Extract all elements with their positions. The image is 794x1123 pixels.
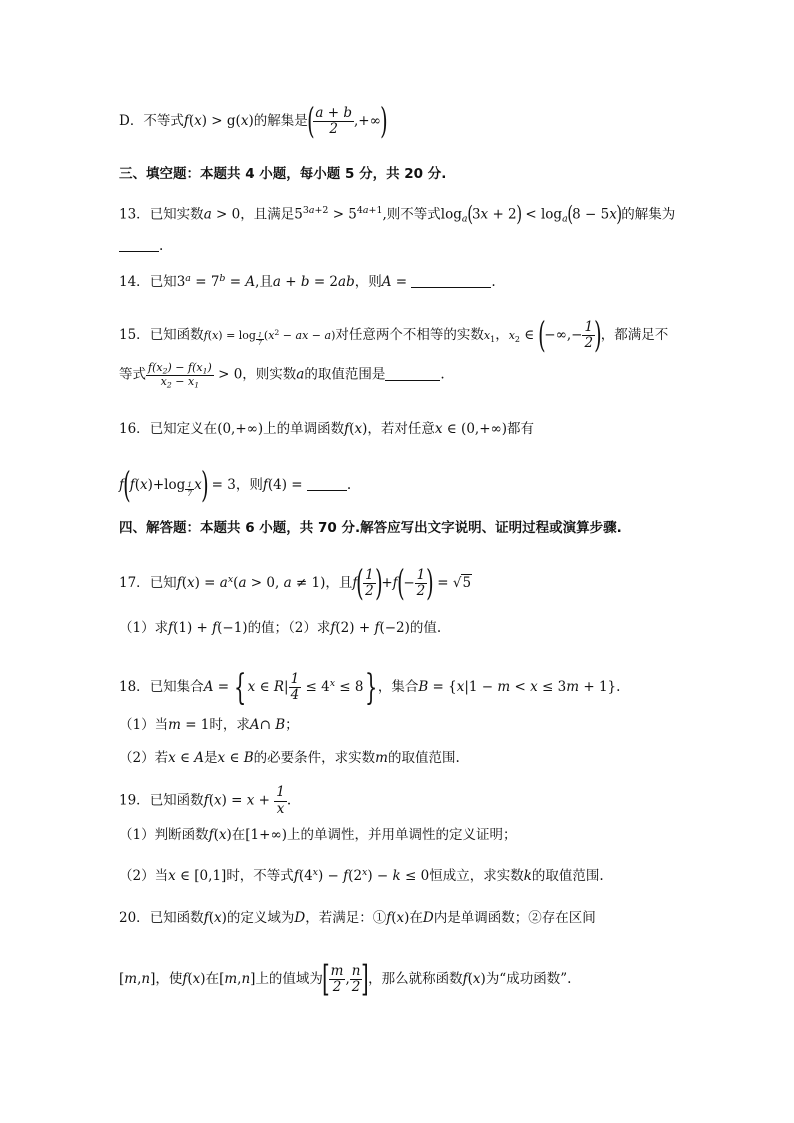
text-segment: . [616, 679, 621, 696]
question-13: 13．已知实数a > 0，且满足$5^{3a+2} > 5^{4a+1}$,则不等式$\log_a(3x + 2) < \log_a(8 - 5x)$的解集为 [119, 202, 676, 227]
text-segment: 2 [313, 121, 354, 138]
section-4-heading: 四、解答题：本题共 6 小题，共 70 分.解答应写出文字说明、证明过程或演算步骤. [119, 520, 622, 536]
question-17-parts: （1）求f(1) + f(−1)的值；（2）求f(2) + f(−2)的值. [119, 620, 442, 636]
text-segment: 18． [119, 679, 150, 696]
text-segment: ，若满足：① [305, 910, 387, 926]
option-d: D．不等式f(x) > g(x)的解集是( $\frac{a + b}{2}$ ,+∞) [119, 101, 388, 142]
text-segment: 已知函数 [149, 792, 204, 809]
text-segment: 20． [119, 910, 150, 926]
text-segment: a + b [315, 104, 352, 121]
text-segment: 的取值范围. [387, 750, 460, 766]
text-segment: ,则不等式 [382, 206, 441, 223]
text-segment: 已知定义在 [149, 421, 218, 437]
text-segment: 且 [259, 274, 273, 290]
text-segment: 上的单调函数 [263, 421, 345, 437]
text-segment: 内是单调函数；②存在区间 [433, 910, 596, 926]
question-19-part2: （2）当x ∈ [0,1]时，不等式$f(4^x) - f(2^x) - k \le 0$恒成立，求实数k的取值范围. [119, 866, 604, 884]
text-segment: 在 [205, 971, 220, 988]
text-segment: 在 [231, 827, 246, 843]
question-19: 19．已知函数f(x) = x + $\frac{1}{x}$ . [119, 784, 292, 817]
text-segment: 等式 [119, 366, 146, 383]
text-segment: ,+∞ [354, 113, 381, 130]
answer-blank[interactable] [385, 380, 440, 381]
text-segment: （2）求 [288, 620, 331, 636]
question-16-cont: f(f(x)+log $_{\frac{1}{7}}$ x) = 3，则f(4) = . [119, 465, 352, 506]
text-segment: 的取值范围是 [304, 366, 386, 383]
text-segment: 的取值范围. [531, 868, 604, 884]
text-segment: 14． [119, 274, 150, 290]
text-segment: ，那么就称函数 [368, 971, 463, 988]
question-18: 18．已知集合A = {x ∈ R| $\frac{1}{4}$ ≤ $4^x \le 8$}，集合B = {x|1 − m < x ≤ 3m + 1}. [119, 667, 621, 708]
text-segment: 都有 [507, 421, 535, 437]
text-segment: 已知函数 [149, 327, 204, 344]
text-segment: 恒成立，求实数 [429, 868, 524, 884]
text-segment: 已知实数 [149, 206, 204, 223]
section-3-heading: 三、填空题：本题共 4 小题，每小题 5 分，共 20 分. [119, 166, 447, 182]
text-segment: 17． [119, 575, 150, 592]
text-segment: 的值. [409, 620, 442, 636]
text-segment: 已知集合 [149, 679, 204, 696]
text-segment: . [346, 477, 352, 494]
text-segment: ； [285, 717, 299, 733]
question-18-part1: （1）当m = 1时，求A∩ B； [119, 717, 299, 733]
text-segment: 16． [119, 421, 150, 437]
text-segment: ，则 [354, 274, 382, 290]
text-segment: （2）若 [119, 750, 169, 766]
text-segment: 是 [204, 750, 218, 766]
text-segment: （1）当 [119, 717, 169, 733]
text-segment: 为“成功函数”. [485, 971, 572, 988]
text-segment: ， [495, 327, 509, 344]
text-segment: （2）当 [119, 868, 169, 884]
question-15-cont: 等式 $\frac{f(x_2) - f(x_1)}{x_2 - x_1}$ > 0，则实数a的取值范围是 . [119, 361, 445, 390]
text-segment: . [491, 274, 496, 290]
question-18-part2: （2）若x ∈ A是x ∈ B的必要条件，求实数m的取值范围. [119, 750, 460, 766]
text-segment: 的解集是 [253, 113, 308, 130]
question-17: 17．已知$f(x) = a^x(a > 0$, a ≠ 1)，且f( $\frac{1}{2}$ )+f(− $\frac{1}{2}$ ) = √5 [119, 563, 472, 604]
answer-blank[interactable] [307, 490, 347, 491]
text-segment: 的必要条件，求实数 [253, 750, 376, 766]
answer-blank[interactable] [411, 287, 491, 288]
text-segment: . [440, 366, 445, 383]
text-segment: ，集合 [377, 679, 419, 696]
question-20-cont: [m,n]，使f(x)在[m,n]上的值域为[ $\frac{m}{2}$ , $\frac{n}{2}$ ]，那么就称函数f(x)为“成功函数”. [119, 959, 572, 1000]
text-segment: . [286, 792, 292, 809]
text-segment: ，则实数 [242, 366, 297, 383]
text-segment: 在 [409, 910, 423, 926]
text-segment: ，且 [325, 575, 353, 592]
text-segment: ，则 [235, 477, 263, 494]
question-19-part1: （1）判断函数f(x)在[1+∞)上的单调性，并用单调性的定义证明； [119, 827, 517, 843]
text-segment: 已知函数 [149, 910, 204, 926]
question-14: 14．已知$3^a = 7^b = A$,且a + b = 2ab，则A = . [119, 272, 496, 290]
option-d-label: D．不等式 [119, 113, 184, 130]
text-segment: 上的值域为 [255, 971, 323, 988]
text-segment: 已知 [149, 575, 177, 592]
text-segment: . [159, 238, 164, 254]
answer-blank[interactable] [119, 251, 159, 252]
text-segment: ，若对任意 [367, 421, 435, 437]
text-segment: ，使 [155, 971, 183, 988]
text-segment: 上的单调性，并用单调性的定义证明； [286, 827, 517, 843]
text-segment: 13． [119, 206, 150, 223]
text-segment: 对任意两个不相等的实数 [335, 327, 484, 344]
text-segment: ，都满足不 [600, 327, 669, 344]
question-20: 20．已知函数f(x)的定义域为D，若满足：①f(x)在D内是单调函数；②存在区间 [119, 910, 596, 926]
text-segment: （1）判断函数 [119, 827, 209, 843]
question-13-answer-blank [119, 240, 163, 254]
text-segment: 时，求 [209, 717, 250, 733]
text-segment: 时，不等式 [226, 868, 294, 884]
text-segment: 的解集为 [621, 206, 676, 223]
text-segment: 的值； [247, 620, 289, 636]
text-segment: （1）求 [119, 620, 169, 636]
text-segment: 19． [119, 792, 150, 809]
text-segment: 已知 [149, 274, 177, 290]
question-15: 15．已知函数f(x) = log $_{\frac{1}{7}}$ ($x^2$ − ax − a)对任意两个不相等的实数$x_1$，$x_2$ ∈ (−∞,− $\frac{1}{2}$ )，都满足不 [119, 315, 669, 356]
question-16: 16．已知定义在(0,+∞)上的单调函数f(x)，若对任意x ∈ (0,+∞)都有 [119, 421, 535, 437]
text-segment: 15． [119, 327, 150, 344]
text-segment: 的定义域为 [226, 910, 295, 926]
text-segment: ，且满足 [240, 206, 295, 223]
